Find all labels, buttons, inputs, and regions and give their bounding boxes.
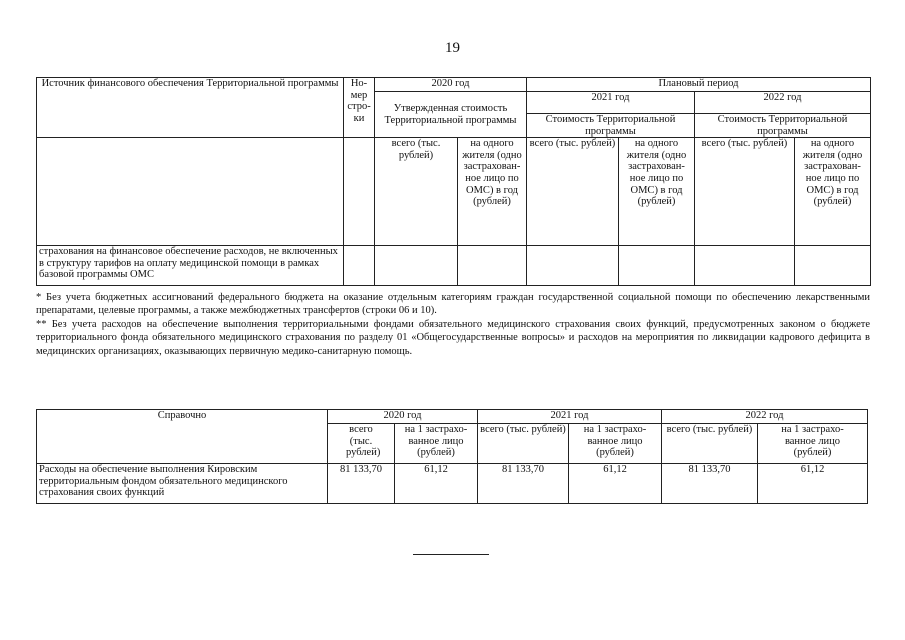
ref-per-insured-2022-header: на 1 застрахо-ванное лицо (рублей) [758, 424, 868, 464]
table-row [37, 464, 868, 504]
year-2022-header: 2022 год [695, 92, 871, 114]
ref-year-2022-header: 2022 год [662, 410, 868, 424]
per-resident-2021-cell [619, 246, 695, 286]
ref-total-2022-value: 81 133,70 [662, 464, 758, 504]
per-resident-2021-header: на одного жителя (одно застрахован-ное лицо по ОМС) в год (рублей) [619, 138, 695, 246]
ref-year-2021-header: 2021 год [478, 410, 662, 424]
row-number-column-header: Но-мер стро-ки [344, 78, 375, 138]
total-2020-cell [375, 246, 458, 286]
approved-cost-label: Утвержденная стоимость Территориальной программы [384, 103, 517, 126]
footnote-1: * Без учета бюджетных ассигнований федерального бюджета на оказание отдельным категориям граждан государственной социальной помощи по обеспечению лекарственными препаратами, целевые программы, а также межбюджетных трансфертов (строки 06 и 10). [36, 292, 870, 317]
source-subheader-empty [37, 138, 344, 246]
table-row [37, 246, 871, 286]
ref-total-2020-header: всего (тыс. рублей) [328, 424, 395, 464]
year-2020-header: 2020 год [375, 78, 527, 92]
total-2021-cell [527, 246, 619, 286]
footnotes [36, 291, 870, 358]
reference-table [36, 409, 868, 504]
total-2021-header: всего (тыс. рублей) [527, 138, 619, 246]
ref-per-insured-2022-value: 61,12 [758, 464, 868, 504]
ref-total-2020-value: 81 133,70 [328, 464, 395, 504]
row-number-subheader-empty [344, 138, 375, 246]
ref-total-2021-header: всего (тыс. рублей) [478, 424, 569, 464]
footnote-2: ** Без учета расходов на обеспечение выполнения территориальными фондами обязательного медицинского страхования своих функций, предусмотренных законом о бюджете территориального фонда обязательного медицинского страхования по разделу 01 «Общегосударственные вопросы» и расходов на мероприятия по ликвидации кадрового дефицита в медицинских организациях, оказывающих первичную медико-санитарную помощь. [36, 318, 870, 357]
financing-sources-table [36, 77, 871, 286]
per-resident-2022-header: на одного жителя (одно застрахован-ное лицо по ОМС) в год (рублей) [795, 138, 871, 246]
total-2022-header: всего (тыс. рублей) [695, 138, 795, 246]
source-column-header: Источник финансового обеспечения Территориальной программы [37, 78, 344, 138]
source-cell: страхования на финансовое обеспечение расходов, не включенных в структуру тарифов на оплату медицинской помощи в рамках базовой программы ОМС [37, 246, 344, 286]
per-resident-2022-cell [795, 246, 871, 286]
cost-2022-header: Стоимость Территориальной программы [695, 114, 871, 138]
ref-per-insured-2021-header: на 1 застрахо-ванное лицо (рублей) [569, 424, 662, 464]
ref-per-insured-2020-value: 61,12 [395, 464, 478, 504]
closing-rule [413, 554, 489, 555]
total-2022-cell [695, 246, 795, 286]
ref-year-2020-header: 2020 год [328, 410, 478, 424]
ref-total-2022-header: всего (тыс. рублей) [662, 424, 758, 464]
ref-row-label: Расходы на обеспечение выполнения Кировским территориальным фондом обязательного медицинского страхования своих функций [37, 464, 328, 504]
cost-2021-header: Стоимость Территориальной программы [527, 114, 695, 138]
planned-period-header: Плановый период [527, 78, 871, 92]
year-2021-header: 2021 год [527, 92, 695, 114]
page-number: 19 [445, 40, 460, 56]
row-number-cell [344, 246, 375, 286]
per-resident-2020-header: на одного жителя (одно застрахован-ное лицо по ОМС) в год (рублей) [458, 138, 527, 246]
reference-label-header: Справочно [37, 410, 328, 464]
ref-total-2021-value: 81 133,70 [478, 464, 569, 504]
ref-per-insured-2021-value: 61,12 [569, 464, 662, 504]
total-2020-header: всего (тыс. рублей) [375, 138, 458, 246]
ref-per-insured-2020-header: на 1 застрахо-ванное лицо (рублей) [395, 424, 478, 464]
approved-cost-header [375, 92, 527, 138]
per-resident-2020-cell [458, 246, 527, 286]
